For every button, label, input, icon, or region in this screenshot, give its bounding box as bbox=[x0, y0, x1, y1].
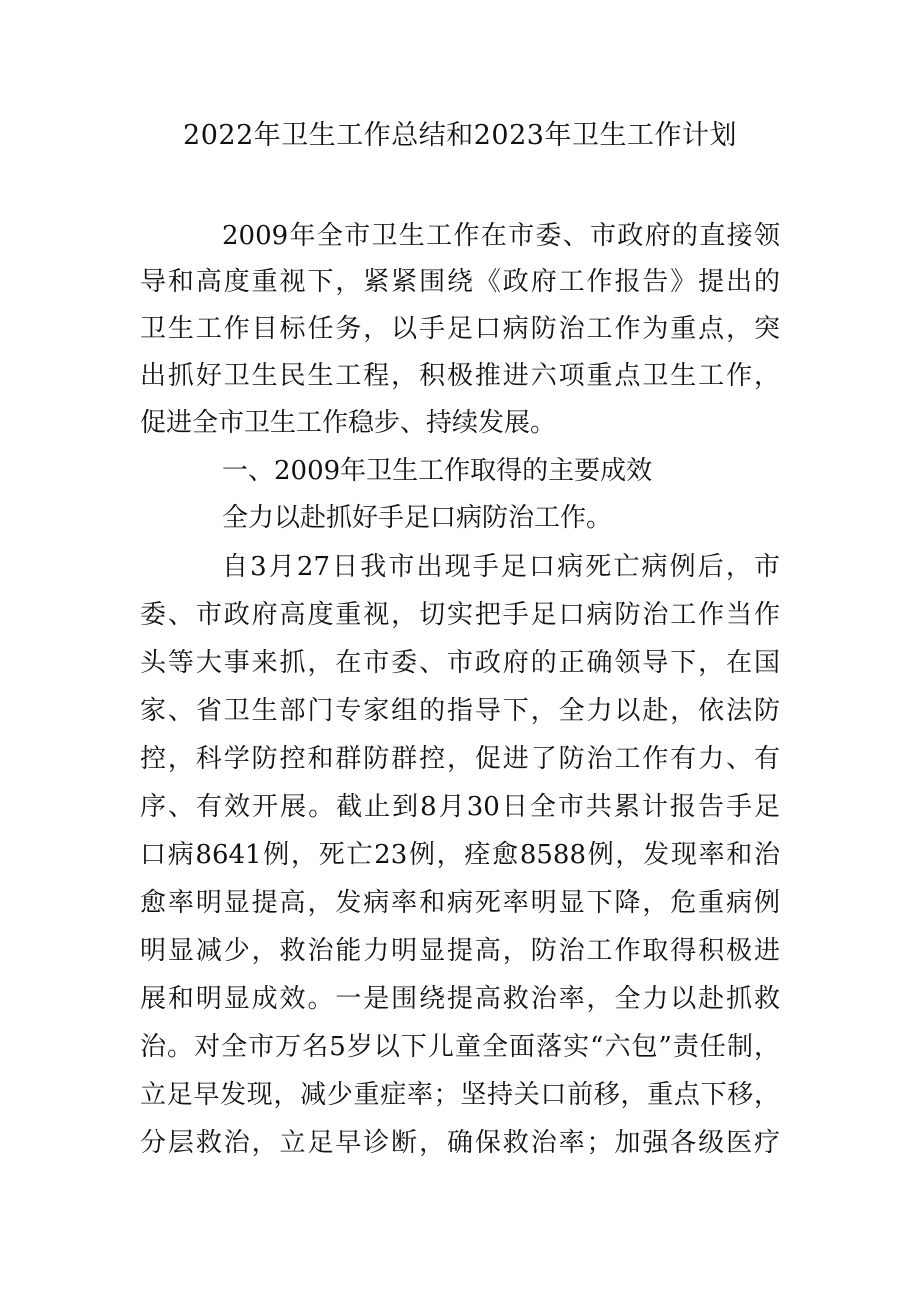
paragraph-line: 2009年全市卫生工作在市委、市政府的直接领 bbox=[222, 221, 780, 251]
paragraph-line: 出抓好卫生民生工程，积极推进六项重点卫生工作， bbox=[140, 361, 780, 391]
paragraph-line: 委、市政府高度重视，切实把手足口病防治工作当作 bbox=[140, 600, 780, 630]
paragraph-line: 导和高度重视下，紧紧围绕《政府工作报告》提出的 bbox=[140, 267, 780, 297]
paragraph-line: 治。对全市万名5岁以下儿童全面落实“六包”责任制， bbox=[140, 1032, 780, 1062]
paragraph-line: 促进全市卫生工作稳步、持续发展。 bbox=[140, 408, 557, 438]
section-heading: 一、2009年卫生工作取得的主要成效 bbox=[222, 456, 653, 486]
paragraph-line: 控，科学防控和群防群控，促进了防治工作有力、有 bbox=[140, 744, 780, 774]
paragraph-line: 口病8641例，死亡23例，痊愈8588例，发现率和治 bbox=[140, 840, 780, 870]
paragraph-line: 展和明显成效。一是围绕提高救治率，全力以赴抓救 bbox=[140, 984, 780, 1014]
paragraph-line: 家、省卫生部门专家组的指导下，全力以赴，依法防 bbox=[140, 696, 780, 726]
document-title: 2022年卫生工作总结和2023年卫生工作计划 bbox=[183, 120, 737, 151]
paragraph-line: 明显减少，救治能力明显提高，防治工作取得积极进 bbox=[140, 936, 780, 966]
paragraph-line: 卫生工作目标任务，以手足口病防治工作为重点，突 bbox=[140, 314, 780, 344]
paragraph-line: 立足早发现，减少重症率；坚持关口前移，重点下移， bbox=[140, 1080, 780, 1110]
paragraph-line: 序、有效开展。截止到8月30日全市共累计报告手足 bbox=[140, 792, 780, 822]
paragraph-line: 自3月27日我市出现手足口病死亡病例后，市 bbox=[222, 552, 780, 582]
subsection-heading: 全力以赴抓好手足口病防治工作。 bbox=[222, 503, 613, 533]
paragraph-line: 愈率明显提高，发病率和病死率明显下降，危重病例 bbox=[140, 888, 780, 918]
paragraph-line: 头等大事来抓，在市委、市政府的正确领导下，在国 bbox=[140, 648, 780, 678]
paragraph-line: 分层救治，立足早诊断，确保救治率；加强各级医疗 bbox=[140, 1128, 780, 1158]
